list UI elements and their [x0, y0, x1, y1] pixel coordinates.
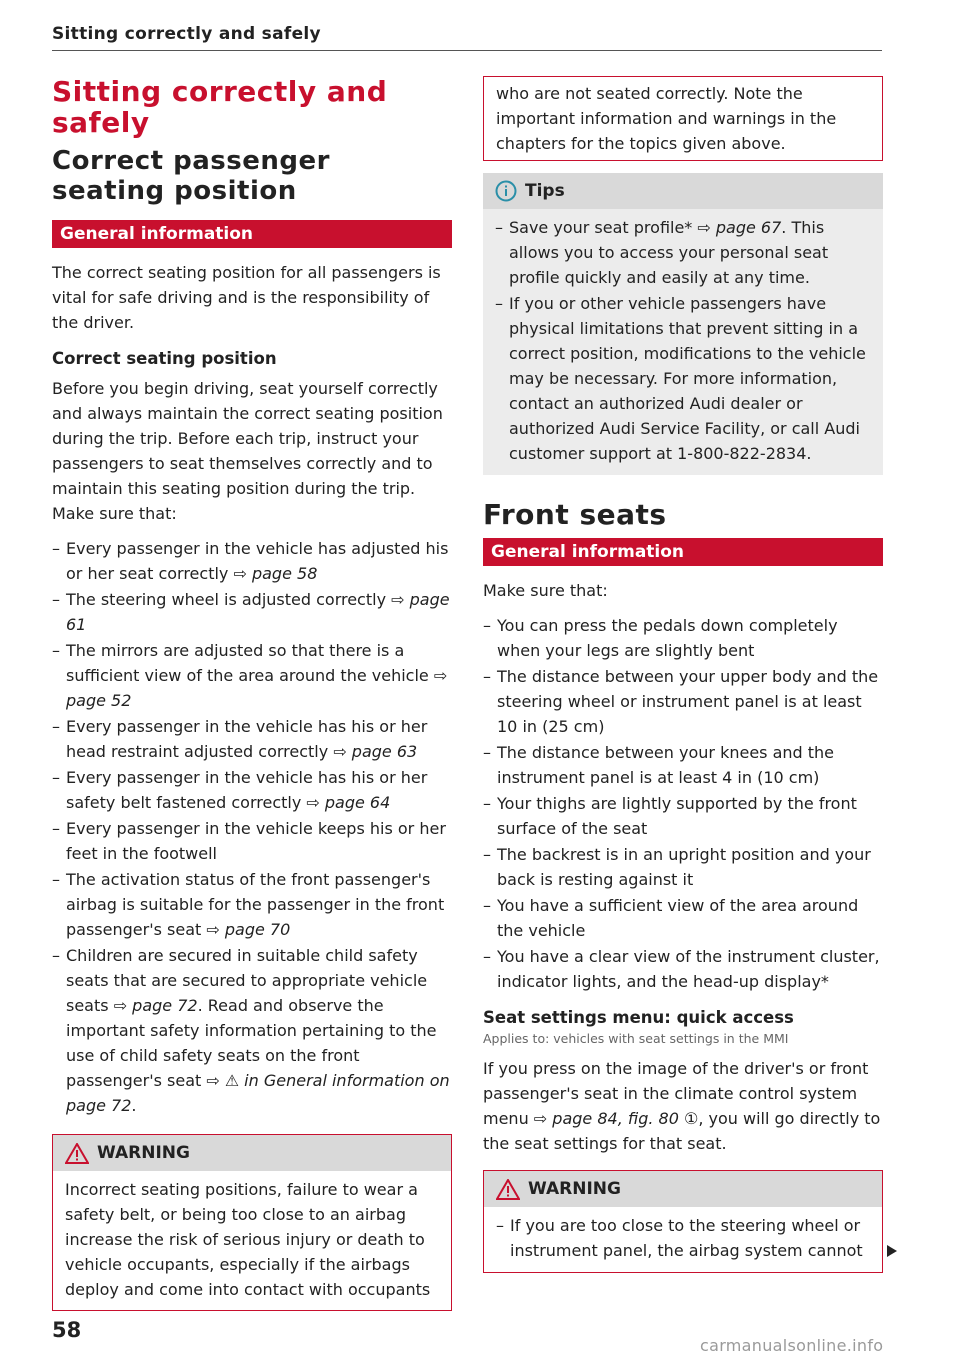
continued-warning-text: who are not seated correctly. Note the important information and warnings in the chapters for the topics given above. — [496, 84, 837, 153]
page-ref-link[interactable]: ⇨ page 70 — [206, 920, 291, 939]
list-item: – Every passenger in the vehicle has adjusted his or her seat correctly ⇨ page 58 — [52, 536, 452, 586]
seating-checklist — [52, 536, 452, 1118]
list-item: – The mirrors are adjusted so that there is a sufficient view of the area around the vehicle ⇨ page 52 — [52, 638, 452, 713]
general-information-bar: General information — [483, 538, 883, 566]
list-item: – You can press the pedals down completely when your legs are slightly bent — [483, 613, 883, 663]
list-item: – The distance between your knees and the instrument panel is at least 4 in (10 cm) — [483, 740, 883, 790]
info-icon — [495, 180, 517, 202]
warning-header — [53, 1135, 451, 1171]
list-item: – Your thighs are lightly supported by the front surface of the seat — [483, 791, 883, 841]
tips-label: Tips — [525, 181, 565, 201]
applies-note: Applies to: vehicles with seat settings in the MMI — [483, 1031, 789, 1046]
list-item: – You have a clear view of the instrument cluster, indicator lights, and the head-up display* — [483, 944, 883, 994]
intro-paragraph: The correct seating position for all passengers is vital for safe driving and is the responsibility of the driver. — [52, 263, 441, 332]
correct-seating-heading: Correct seating position — [52, 349, 277, 368]
left-column — [52, 76, 452, 1323]
seat-settings-paragraph: If you press on the image of the driver's or front passenger's seat in the climate control system menu ⇨ page 84, fig. 80 ①, you will go directly to the seat settings for that seat. — [483, 1059, 881, 1153]
warning-text: Incorrect seating positions, failure to wear a safety belt, or being too close to an airbag increase the risk of serious injury or death to vehicle occupants, especially if the airbags deploy and come into contact with occupants — [65, 1180, 431, 1299]
continued-warning-box — [483, 76, 883, 161]
page-title: Sitting correctly and safely — [52, 75, 388, 139]
tips-box — [483, 173, 883, 475]
general-information-bar: General information — [52, 220, 452, 248]
warning-header — [484, 1171, 882, 1207]
section-title: Correct passenger seating position — [52, 146, 330, 206]
warning-triangle-icon — [496, 1179, 520, 1200]
seating-paragraph: Before you begin driving, seat yourself correctly and always maintain the correct seating position during the trip. Before each trip, instruct your passengers to seat themselves correctly and to maintain this seating position during the trip. Make sure that: — [52, 379, 443, 523]
page-ref-link[interactable]: ⇨ page 84, fig. 80 ① — [533, 1109, 699, 1128]
page-number: 58 — [52, 1318, 82, 1342]
tips-header — [483, 173, 883, 209]
list-item: – If you or other vehicle passengers have physical limitations that prevent sitting in a correct position, modifications to the vehicle may be necessary. For more information, contact an authorized Audi dealer or authorized Audi Service Facility, or call Audi customer support at 1-800-822-2834. — [495, 291, 871, 466]
page-ref-link[interactable]: ⇨ page 52 — [66, 666, 448, 710]
page-ref-link[interactable]: ⇨ page 63 — [333, 742, 418, 761]
page-ref-link[interactable]: ⇨ page 67 — [697, 218, 782, 237]
warning-triangle-icon — [65, 1143, 89, 1164]
list-item: – The distance between your upper body and the steering wheel or instrument panel is at least 10 in (25 cm) — [483, 664, 883, 739]
warning-box — [483, 1170, 883, 1273]
front-seat-checklist — [483, 613, 883, 994]
list-item: – You have a sufficient view of the area around the vehicle — [483, 893, 883, 943]
continue-arrow-icon — [886, 1244, 898, 1262]
list-item: – Every passenger in the vehicle keeps his or her feet in the footwell — [52, 816, 452, 866]
list-item: – The steering wheel is adjusted correctly ⇨ page 61 — [52, 587, 452, 637]
list-item: – The activation status of the front passenger's airbag is suitable for the passenger in the front passenger's seat ⇨ page 70 — [52, 867, 452, 942]
front-seats-title: Front seats — [483, 498, 667, 531]
list-item: – Children are secured in suitable child safety seats that are secured to appropriate vehicle seats ⇨ page 72. Read and observe the important safety information pertaining to the use of child safety seats on the front passenger's seat ⇨ ⚠ in General information on page 72. — [52, 943, 452, 1118]
make-sure-text: Make sure that: — [483, 581, 608, 600]
list-item: – If you are too close to the steering wheel or instrument panel, the airbag system cannot — [496, 1213, 870, 1263]
list-item: – The backrest is in an upright position and your back is resting against it — [483, 842, 883, 892]
right-column — [483, 76, 883, 1285]
warning-ref-link[interactable]: ⇨ ⚠ in General information on page 72 — [66, 1071, 450, 1115]
watermark: carmanualsonline.info — [700, 1336, 884, 1355]
page-ref-link[interactable]: ⇨ page 64 — [306, 793, 391, 812]
list-item: – Save your seat profile* ⇨ page 67. This allows you to access your personal seat profile quickly and easily at any time. — [495, 215, 871, 290]
running-header: Sitting correctly and safely — [52, 24, 882, 51]
list-item: – Every passenger in the vehicle has his or her safety belt fastened correctly ⇨ page 64 — [52, 765, 452, 815]
warning-label: WARNING — [97, 1143, 190, 1163]
page-ref-link[interactable]: ⇨ page 58 — [233, 564, 318, 583]
seat-settings-heading: Seat settings menu: quick access — [483, 1008, 794, 1027]
warning-label: WARNING — [528, 1179, 621, 1199]
warning-box — [52, 1134, 452, 1311]
page-ref-link[interactable]: ⇨ page 72 — [113, 996, 198, 1015]
list-item: – Every passenger in the vehicle has his or her head restraint adjusted correctly ⇨ page 63 — [52, 714, 452, 764]
page-ref-link[interactable]: ⇨ page 61 — [66, 590, 450, 634]
